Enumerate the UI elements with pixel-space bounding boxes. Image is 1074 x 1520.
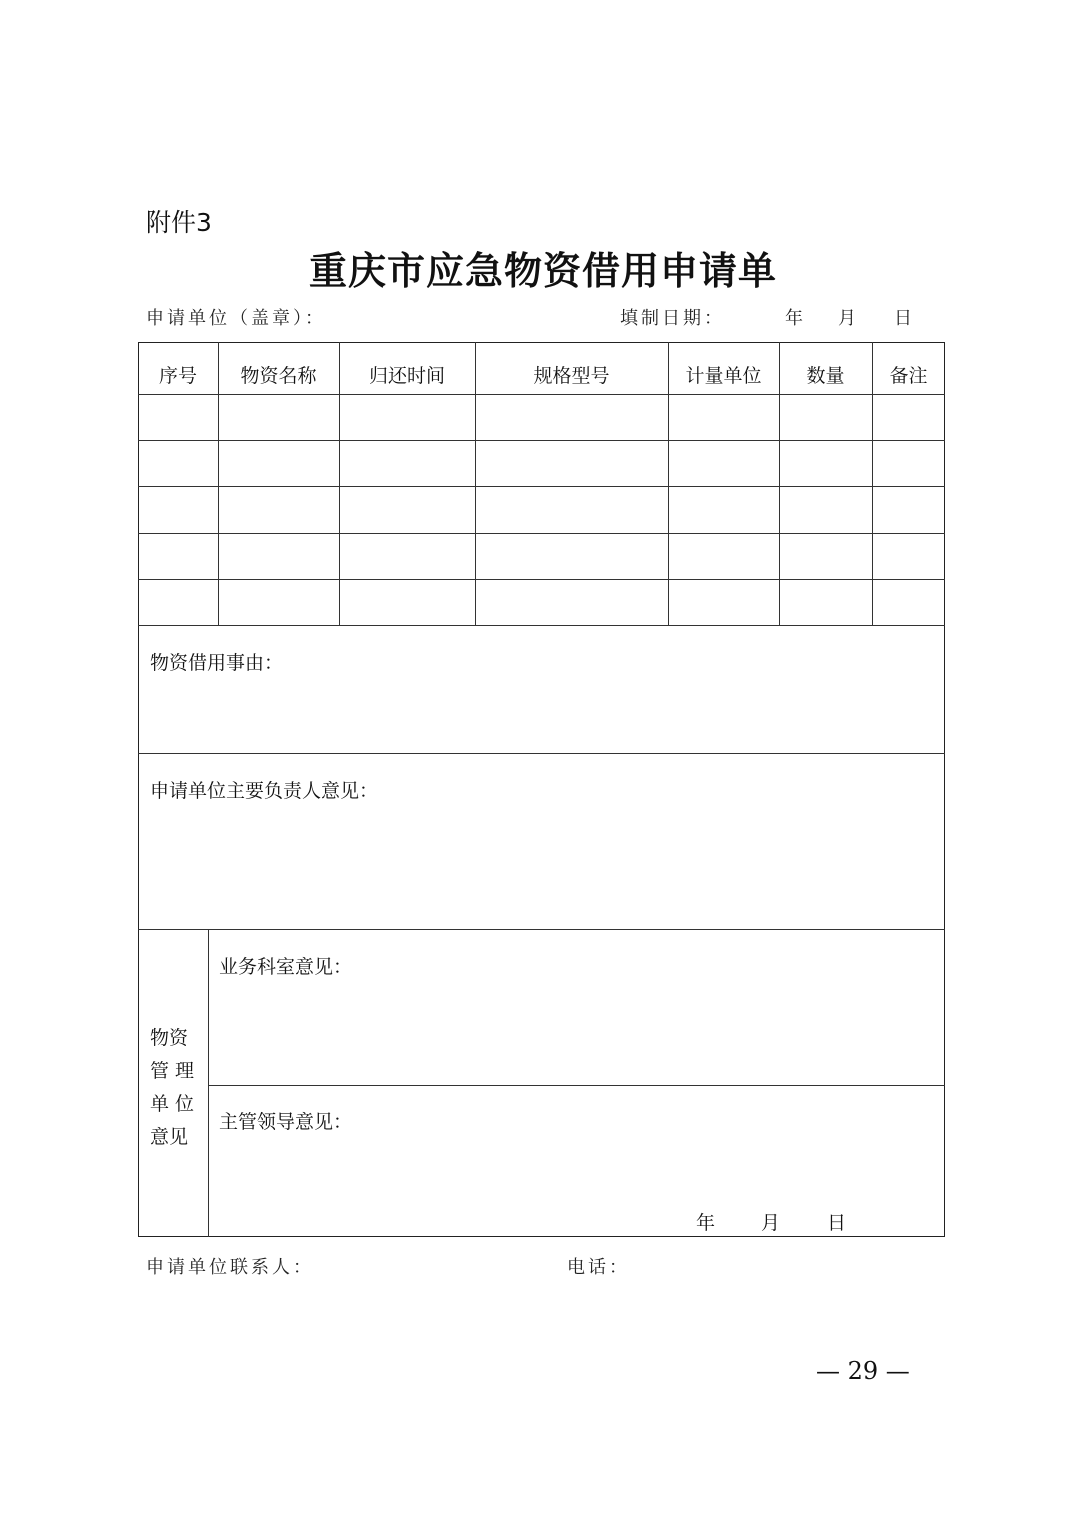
management-unit-label-line: 物资 (150, 1027, 189, 1049)
row-divider (138, 533, 945, 534)
section-divider (138, 625, 945, 626)
sign-date-year: 年 (696, 1212, 716, 1234)
reason-label: 物资借用事由： (150, 652, 284, 674)
row-divider (138, 440, 945, 441)
row-divider (138, 486, 945, 487)
applicant-unit-label: 申请单位（盖章）： (146, 308, 326, 329)
attachment-label: 附件3 (146, 208, 212, 237)
leader-opinion-label: 申请单位主要负责人意见： (150, 780, 379, 802)
fill-date-month: 月 (838, 308, 859, 329)
row-divider (138, 394, 945, 395)
fill-date-year: 年 (785, 308, 806, 329)
management-unit-label-line: 管 理 (150, 1060, 195, 1082)
supervisor-opinion-label: 主管领导意见： (219, 1111, 353, 1133)
management-unit-label (150, 1022, 194, 1154)
column-header: 物资名称 (240, 365, 317, 387)
fill-date-day: 日 (894, 308, 915, 329)
business-dept-opinion-label: 业务科室意见： (219, 956, 353, 978)
fill-date-label: 填制日期： (620, 308, 725, 329)
column-header: 规格型号 (533, 365, 610, 387)
column-header: 备注 (889, 365, 928, 387)
management-unit-label-line: 单 位 (150, 1093, 195, 1115)
sign-date-month: 月 (761, 1212, 781, 1234)
row-divider (138, 579, 945, 580)
column-header: 归还时间 (368, 365, 445, 387)
phone-label: 电话： (567, 1257, 630, 1278)
column-header: 计量单位 (685, 365, 762, 387)
column-divider (208, 929, 209, 1237)
column-header: 序号 (158, 365, 197, 387)
sign-date-day: 日 (827, 1212, 847, 1234)
section-divider (138, 929, 945, 930)
section-divider (208, 1085, 945, 1086)
form-title: 重庆市应急物资借用申请单 (308, 248, 777, 293)
contact-person-label: 申请单位联系人： (146, 1257, 314, 1278)
page-number: — 29 — (816, 1357, 910, 1385)
management-unit-label-line: 意见 (150, 1126, 189, 1148)
column-header: 数量 (806, 365, 845, 387)
section-divider (138, 753, 945, 754)
